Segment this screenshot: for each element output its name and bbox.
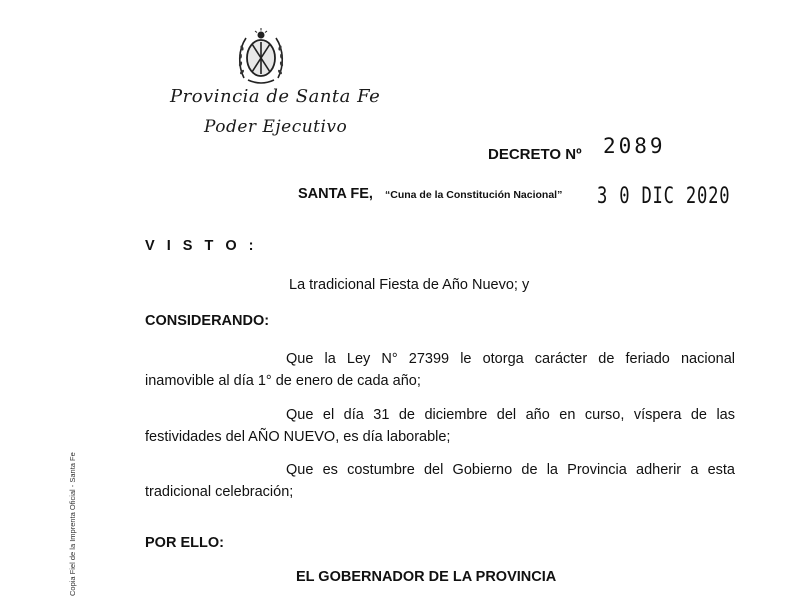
margin-note: Copia Fiel de la Imprenta Oficial - Santa Fe [68, 452, 77, 596]
coat-of-arms-icon [236, 28, 286, 86]
executive-branch-name: Poder Ejecutivo [204, 117, 348, 137]
considerando-paragraph [145, 459, 735, 503]
paragraph-first-line: Que la Ley N° 27399 le otorga carácter de feriado nacional [286, 351, 735, 367]
paragraph-first-line: Que es costumbre del Gobierno de la Provincia adherir a esta [286, 462, 735, 478]
date-stamp: 3 0 DIC 2020 [597, 184, 731, 209]
paragraph-continuation: festividades del AÑO NUEVO, es día laborable; [145, 429, 451, 445]
decree-label: DECRETO Nº [488, 146, 582, 163]
city-motto: “Cuna de la Constitución Nacional” [385, 189, 563, 201]
considerando-paragraph [145, 348, 735, 392]
visto-heading: V I S T O : [145, 238, 258, 254]
decree-number: 2089 [603, 134, 666, 158]
city-name: SANTA FE, [298, 186, 373, 202]
considerando-paragraph [145, 404, 735, 448]
governor-heading: EL GOBERNADOR DE LA PROVINCIA [296, 569, 557, 585]
paragraph-continuation: inamovible al día 1° de enero de cada año; [145, 373, 421, 389]
paragraph-continuation: tradicional celebración; [145, 484, 294, 500]
paragraph-first-line: Que el día 31 de diciembre del año en curso, víspera de las [286, 407, 735, 423]
por-ello-heading: POR ELLO: [145, 535, 224, 551]
visto-text: La tradicional Fiesta de Año Nuevo; y [289, 277, 530, 293]
considerando-heading: CONSIDERANDO: [145, 313, 270, 329]
province-name: Provincia de Santa Fe [170, 86, 381, 107]
